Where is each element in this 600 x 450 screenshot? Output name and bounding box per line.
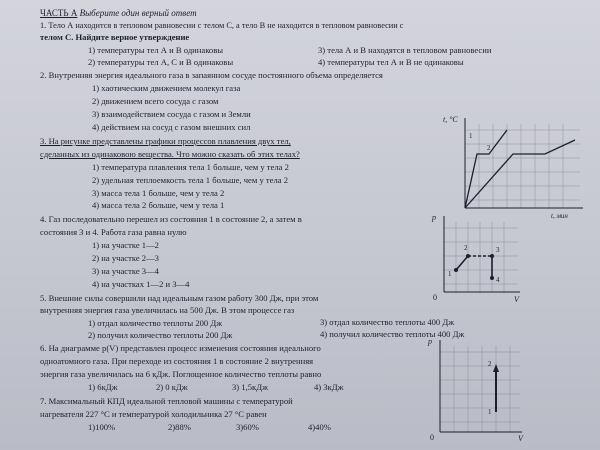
q4-origin: 0 bbox=[433, 293, 437, 302]
q6-option-3[interactable]: 3) 1,5кДж bbox=[232, 382, 269, 392]
q3-text-main: 3. На рисунке представлены графики процессов плавления двух тел, bbox=[40, 136, 291, 146]
q3-option-1[interactable]: 1) температура плавления тела 1 больше, чем у тела 2 bbox=[92, 162, 289, 172]
q4-x-label: V bbox=[514, 295, 519, 304]
q4-pv-graph bbox=[430, 214, 525, 304]
q6-y-label: p bbox=[428, 337, 432, 346]
q3-curve-label-1: 1 bbox=[469, 132, 473, 140]
q1-option-3[interactable]: 3) тела А и В находятся в тепловом равновесии bbox=[318, 45, 492, 55]
q3-text bbox=[40, 137, 291, 146]
q3-option-2[interactable]: 2) удельная теплоемкость тела 1 больше, чем у тела 2 bbox=[92, 175, 289, 185]
q2-text: 2. Внутренняя энергия идеального газа в запаянном сосуде постоянного объема определяется bbox=[40, 70, 383, 80]
q6-origin: 0 bbox=[430, 433, 434, 442]
q6-pv-graph bbox=[428, 338, 528, 443]
q3-text-2-wrap bbox=[40, 150, 300, 159]
q2-option-2[interactable]: 2) движением всего сосуда с газом bbox=[92, 96, 219, 106]
q3-curve-2 bbox=[465, 140, 575, 208]
q6-label-2: 2 bbox=[488, 360, 492, 368]
q6-option-2[interactable]: 2) 0 кДж bbox=[156, 382, 188, 392]
q3-option-3[interactable]: 3) масса тела 1 больше, чем у тела 2 bbox=[92, 188, 225, 198]
q2-option-3[interactable]: 3) взаимодействием сосуда с газом и Земли bbox=[92, 109, 251, 119]
q4-point-2 bbox=[466, 254, 470, 258]
q5-option-2[interactable]: 2) получил количество теплоты 200 Дж bbox=[88, 330, 233, 340]
q4-label-4: 4 bbox=[496, 276, 500, 284]
q6-label-1: 1 bbox=[488, 408, 492, 416]
q7-text: 7. Максимальный КПД идеальной тепловой машины с температурой bbox=[40, 396, 293, 406]
q3-x-label: t, мин bbox=[551, 212, 568, 220]
q5-text-2: внутренняя энергия газа увеличилась на 500 Дж. В этом процессе газ bbox=[40, 305, 295, 315]
part-subtitle: Выберите один верный ответ bbox=[79, 8, 197, 18]
q4-path-1-2 bbox=[456, 256, 468, 270]
q7-option-3[interactable]: 3)60% bbox=[236, 422, 259, 432]
q6-option-1[interactable]: 1) 6кДж bbox=[88, 382, 118, 392]
q1-text: 1. Тело А находится в тепловом равновесии с телом С, а тело В не находится в тепловом равновесии с bbox=[40, 20, 404, 30]
q4-option-2[interactable]: 2) на участке 2—3 bbox=[92, 253, 159, 263]
q7-option-2[interactable]: 2)88% bbox=[168, 422, 191, 432]
q7-option-4[interactable]: 4)40% bbox=[308, 422, 331, 432]
q6-x-label: V bbox=[518, 434, 523, 443]
q4-option-1[interactable]: 1) на участке 1—2 bbox=[92, 240, 159, 250]
q3-y-label: t, °C bbox=[443, 115, 458, 124]
q4-option-4[interactable]: 4) на участках 1—2 и 3—4 bbox=[92, 279, 190, 289]
q5-option-3[interactable]: 3) отдал количество теплоты 400 Дж bbox=[320, 317, 455, 327]
q3-text-2: сделанных из одинаковою вещества. Что можно сказать об этих телах? bbox=[40, 149, 300, 159]
q1-option-2[interactable]: 2) температуры тел А, С и В одинаковы bbox=[88, 57, 234, 67]
q4-label-1: 1 bbox=[448, 270, 452, 278]
q4-text-2: состояния 3 и 4. Работа газа равна нулю bbox=[40, 227, 187, 237]
q6-arrow-icon bbox=[493, 364, 499, 372]
q5-option-4[interactable]: 4) получил количество теплоты 400 Дж bbox=[320, 329, 465, 339]
q1-option-4[interactable]: 4) температуры тел А и В не одинаковы bbox=[318, 57, 464, 67]
q3-melting-graph bbox=[443, 115, 590, 221]
q2-option-4[interactable]: 4) действием на сосуд с газом внешних сил bbox=[92, 122, 251, 132]
q6-option-4[interactable]: 4) 3кДж bbox=[314, 382, 344, 392]
q4-point-4 bbox=[490, 276, 494, 280]
q1-option-1[interactable]: 1) температуры тел А и В одинаковы bbox=[88, 45, 224, 55]
q4-point-1 bbox=[454, 268, 458, 272]
part-header bbox=[40, 9, 197, 18]
q3-curve-label-2: 2 bbox=[487, 144, 491, 152]
q4-point-3 bbox=[490, 254, 494, 258]
q6-text: 6. На диаграмме p(V) представлен процесс изменения состояния идеального bbox=[40, 343, 321, 353]
q6-text-2: одноатомного газа. При переходе из состояния 1 в состояние 2 внутренняя bbox=[40, 356, 314, 366]
q3-option-4[interactable]: 4) масса тела 2 больше, чем у тела 1 bbox=[92, 200, 225, 210]
q5-option-1[interactable]: 1) отдал количество теплоты 200 Дж bbox=[88, 318, 223, 328]
q2-option-1[interactable]: 1) хаотическим движением молекул газа bbox=[92, 83, 241, 93]
q7-option-1[interactable]: 1)100% bbox=[88, 422, 116, 432]
q4-y-label: p bbox=[432, 213, 436, 222]
q4-text: 4. Газ последовательно перешел из состояния 1 в состояние 2, а затем в bbox=[40, 214, 302, 224]
q4-label-2: 2 bbox=[464, 244, 468, 252]
q3-curve-1 bbox=[465, 130, 507, 208]
q4-label-3: 3 bbox=[496, 246, 500, 254]
q1-text-2: телом С. Найдите верное утверждение bbox=[40, 32, 190, 42]
q6-text-3: энергия газа увеличилась на 6 кДж. Поглощенное количество теплоты равно bbox=[40, 369, 322, 379]
q4-option-3[interactable]: 3) на участке 3—4 bbox=[92, 266, 159, 276]
q7-text-2: нагревателя 227 °С и температурой холодильника 27 °С равен bbox=[40, 409, 267, 419]
part-title: ЧАСТЬ А bbox=[40, 8, 78, 18]
q5-text: 5. Внешние силы совершили над идеальным газом работу 300 Дж, при этом bbox=[40, 293, 319, 303]
